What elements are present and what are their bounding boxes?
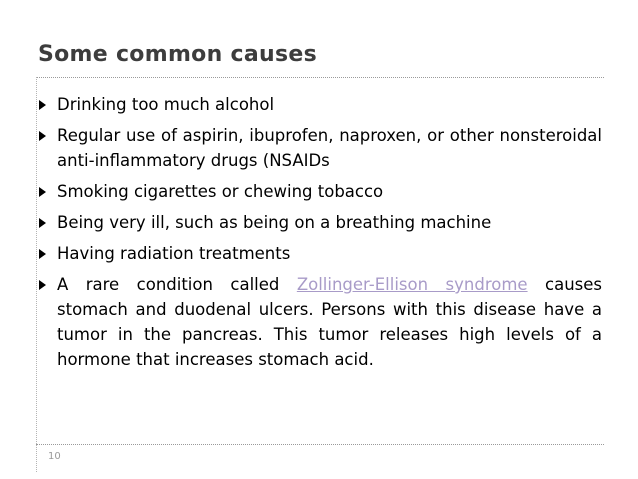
slide-title: Some common causes [38, 42, 317, 67]
list-item [36, 241, 602, 266]
footer-divider [36, 444, 604, 445]
bullet-text: Being very ill, such as being on a breathing machine [57, 213, 492, 232]
bullet-text-before: A rare condition called [57, 275, 297, 294]
bullet-text: Regular use of aspirin, ibuprofen, naproxen, or other nonsteroidal anti-inflammatory drugs (NSAIDs [57, 126, 602, 170]
bullet-text: Drinking too much alcohol [57, 95, 275, 114]
triangle-bullet-icon [39, 218, 46, 228]
page-number: 10 [48, 451, 61, 462]
triangle-bullet-icon [39, 280, 46, 290]
zollinger-ellison-link[interactable]: Zollinger-Ellison syndrome [296, 275, 528, 294]
triangle-bullet-icon [39, 131, 46, 141]
bullet-text: Smoking cigarettes or chewing tobacco [57, 182, 384, 201]
list-item [36, 92, 602, 117]
triangle-bullet-icon [39, 249, 46, 259]
triangle-bullet-icon [39, 187, 46, 197]
triangle-bullet-icon [39, 100, 46, 110]
bullet-list [36, 92, 602, 378]
list-item [36, 179, 602, 204]
list-item [36, 210, 602, 235]
title-divider [36, 77, 604, 78]
list-item [36, 123, 602, 173]
bullet-text-after: causes stomach and duodenal ulcers. Persons with this disease have a tumor in the pancreas. This tumor releases high levels of a hormone that increases stomach acid. [57, 275, 602, 369]
list-item [36, 272, 602, 372]
bullet-text: Having radiation treatments [57, 244, 291, 263]
